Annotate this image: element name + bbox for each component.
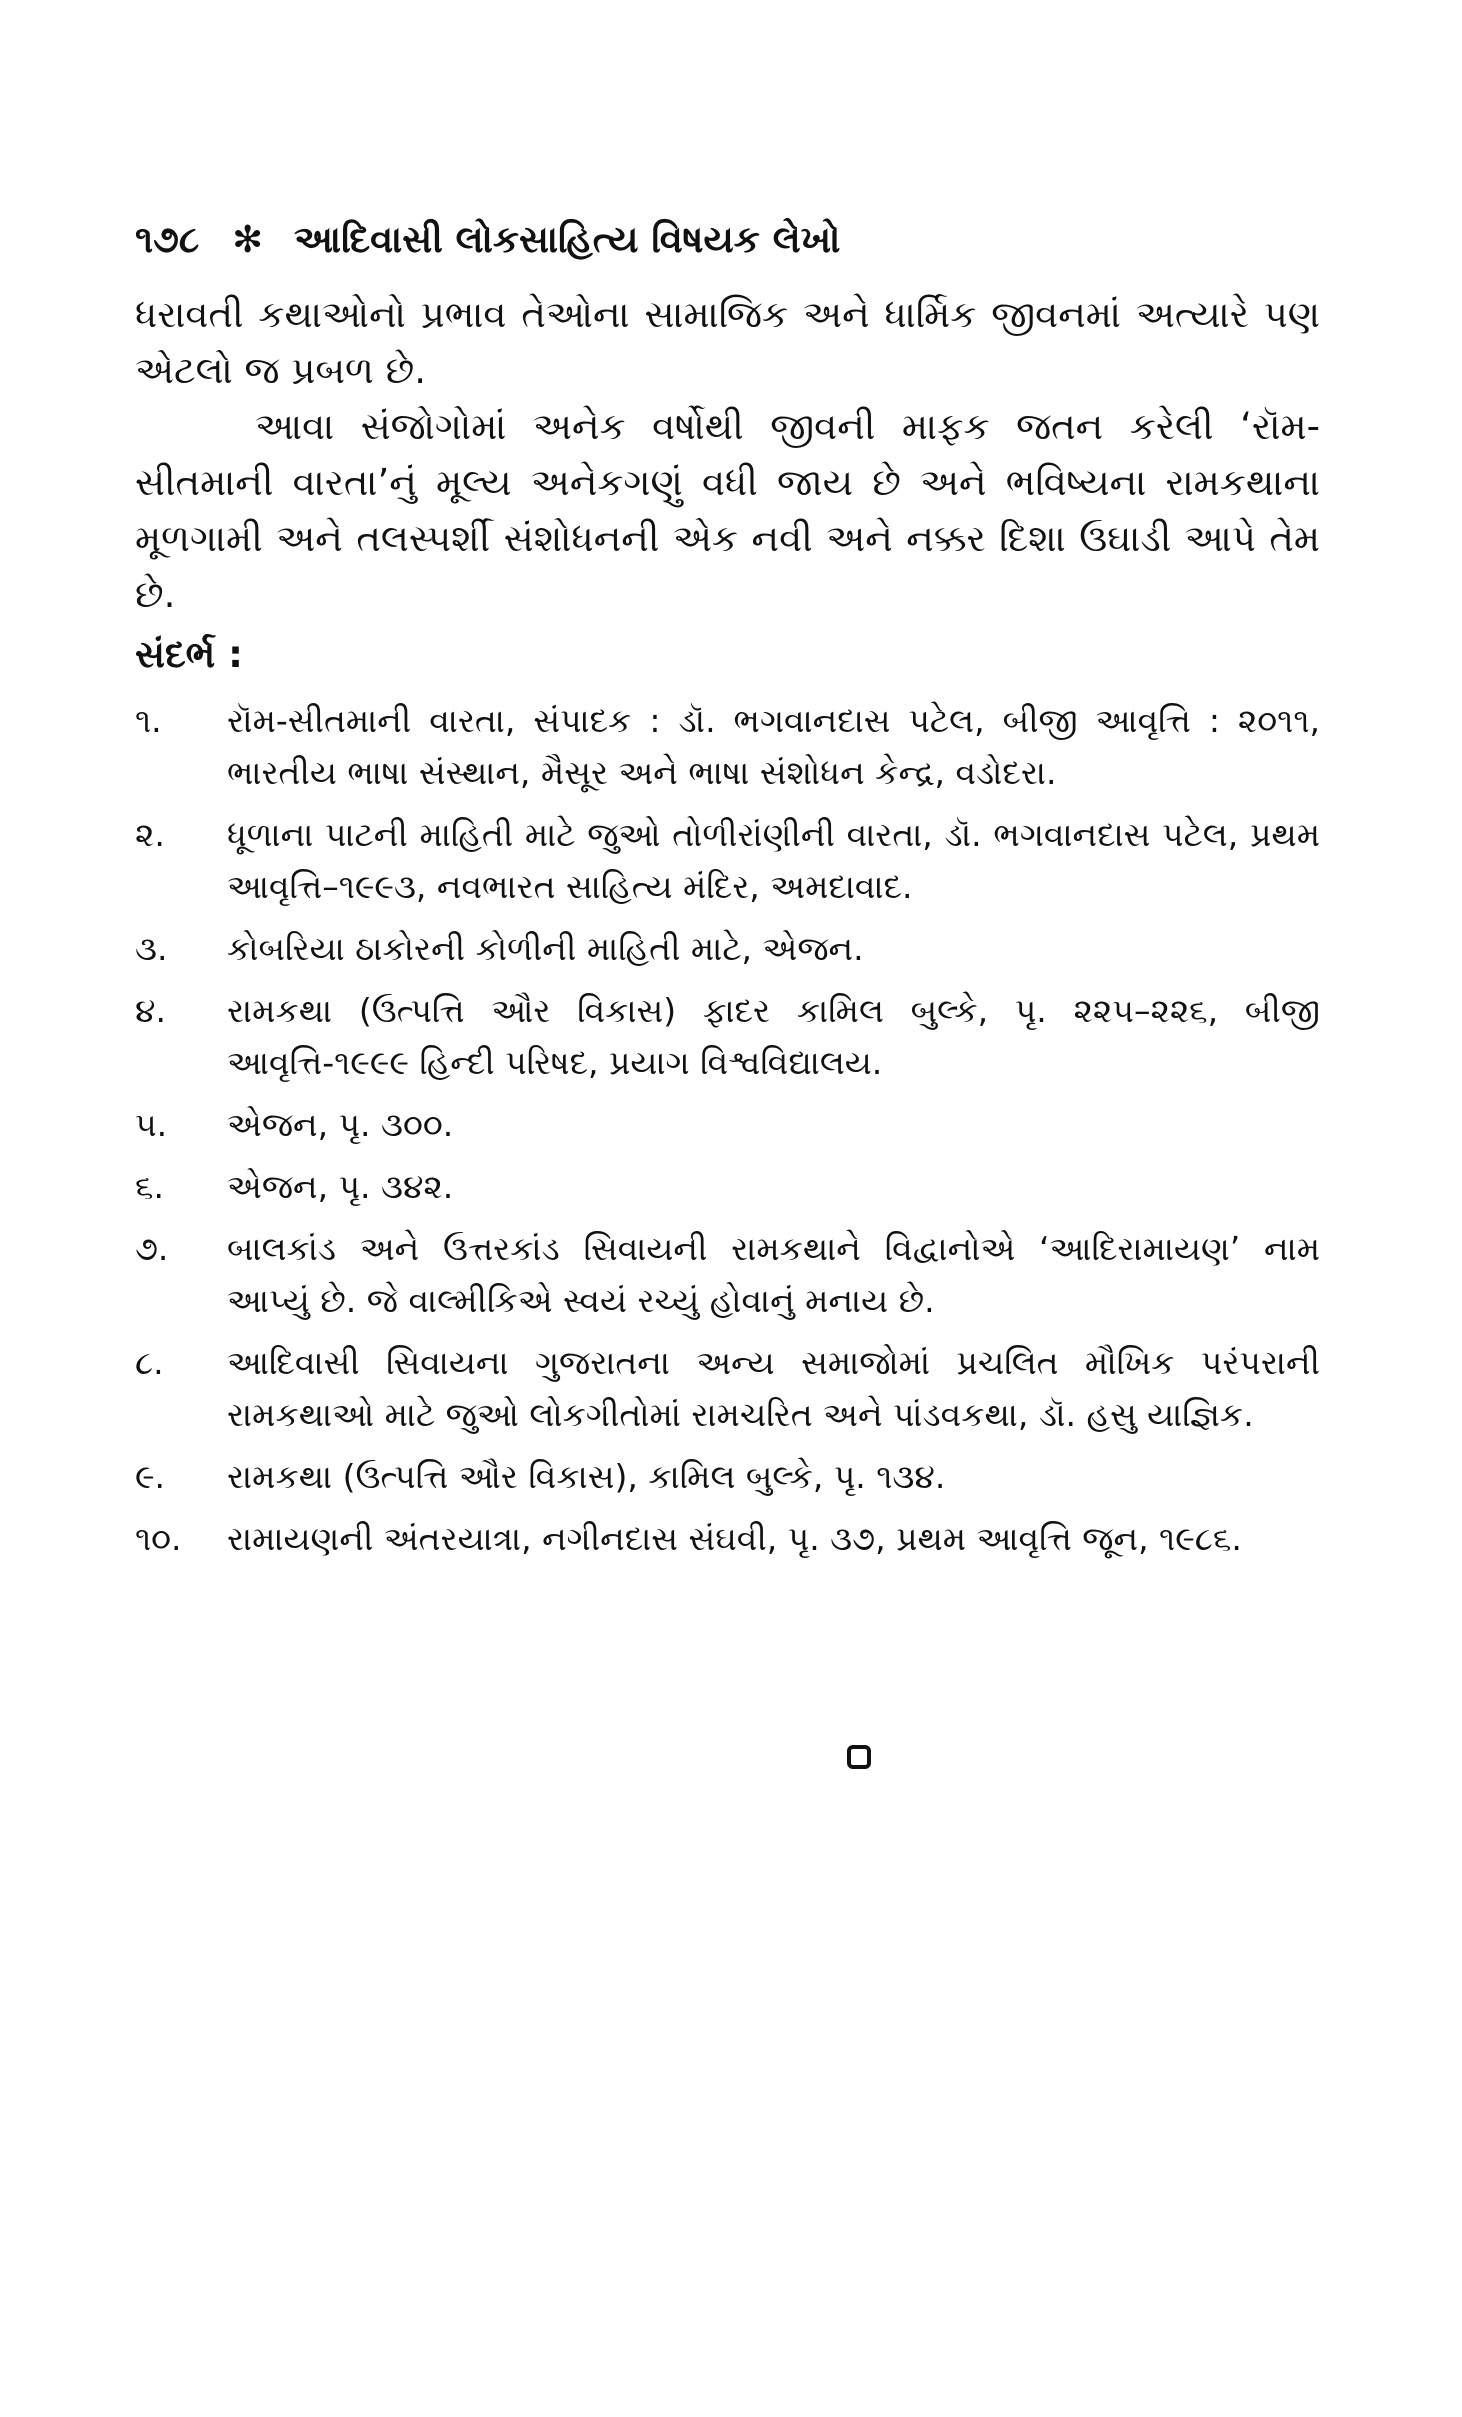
document-page xyxy=(135,215,1320,1575)
reference-number: ૮. xyxy=(135,1343,164,1382)
reference-number: ૪. xyxy=(135,991,166,1030)
reference-text: એજન, પૃ. ૩૦૦. xyxy=(227,1105,454,1144)
reference-number: ૧. xyxy=(135,701,162,740)
reference-number: ૨. xyxy=(135,815,165,854)
reference-item xyxy=(135,695,1320,799)
book-title: આદિવાસી લોકસાહિત્ય વિષયક લેખો xyxy=(294,218,841,261)
reference-text: રૉમ-સીતમાની વારતા, સંપાદક : ડૉ. ભગવાનદાસ પટેલ, બીજી આવૃત્તિ : ૨૦૧૧, ભારતીય ભાષા સંસ્થાન, મૈસૂર અને ભાષા સંશોધન કેન્દ્ર, વડોદરા. xyxy=(227,701,1320,792)
reference-number: ૭. xyxy=(135,1229,169,1268)
end-square-icon xyxy=(847,1745,871,1769)
reference-item xyxy=(135,1451,1320,1503)
asterisk-ornament-icon: ✻ xyxy=(232,218,264,261)
reference-item xyxy=(135,809,1320,913)
running-header xyxy=(135,215,1320,265)
reference-number: ૬. xyxy=(135,1167,164,1206)
body-paragraph-continued: ધરાવતી કથાઓનો પ્રભાવ તેઓના સામાજિક અને ધાર્મિક જીવનમાં અત્યારે પણ એટલો જ પ્રબળ છે. xyxy=(135,293,1320,392)
reference-item xyxy=(135,1337,1320,1441)
reference-number: ૫. xyxy=(135,1105,168,1144)
reference-text: આદિવાસી સિવાયના ગુજરાતના અન્ય સમાજોમાં પ્રચલિત મૌખિક પરંપરાની રામકથાઓ માટે જુઓ લોકગીતોમાં રામચરિત અને પાંડવકથા, ડૉ. હસુ યાજ્ઞિક. xyxy=(227,1343,1320,1434)
reference-number: ૯. xyxy=(135,1457,166,1496)
reference-item xyxy=(135,923,1320,975)
reference-number: ૩. xyxy=(135,929,168,968)
page-number: ૧૭૮ xyxy=(135,218,200,261)
reference-text: ધૂળાના પાટની માહિતી માટે જુઓ તોળીરાંણીની વારતા, ડૉ. ભગવાનદાસ પટેલ, પ્રથમ આવૃત્તિ–૧૯૯૩, નવભારત સાહિત્ય મંદિર, અમદાવાદ. xyxy=(227,815,1320,906)
references-heading: સંદર્ભ : xyxy=(135,633,243,676)
reference-item xyxy=(135,1099,1320,1151)
references-list xyxy=(135,695,1320,1565)
reference-text: રામકથા (ઉત્પત્તિ ઔર વિકાસ), કામિલ બુલ્કે, પૃ. ૧૩૪. xyxy=(227,1457,946,1496)
reference-item xyxy=(135,1161,1320,1213)
reference-item xyxy=(135,1223,1320,1327)
reference-text: કોબરિયા ઠાકોરની કોળીની માહિતી માટે, એજન. xyxy=(227,929,864,968)
reference-text: રામાયણની અંતરયાત્રા, નગીનદાસ સંઘવી, પૃ. ૩૭, પ્રથમ આવૃત્તિ જૂન, ૧૯૮૬. xyxy=(227,1519,1242,1558)
reference-text: બાલકાંડ અને ઉત્તરકાંડ સિવાયની રામકથાને વિદ્વાનોએ ‘આદિરામાયણ’ નામ આપ્યું છે. જે વાલ્મીકિએ સ્વયં રચ્યું હોવાનું મનાય છે. xyxy=(227,1229,1320,1320)
reference-text: રામકથા (ઉત્પત્તિ ઔર વિકાસ) ફાદર કામિલ બુલ્કે, પૃ. ૨૨૫–૨૨૬, બીજી આવૃત્તિ-૧૯૯૯ હિન્દી પરિષદ, પ્રયાગ વિશ્વવિદ્યાલય. xyxy=(227,991,1320,1082)
reference-item xyxy=(135,1513,1320,1565)
reference-item xyxy=(135,985,1320,1089)
body-paragraph: આવા સંજોગોમાં અનેક વર્ષોથી જીવની માફક જતન કરેલી ‘રૉમ-સીતમાની વારતા’નું મૂલ્ય અનેકગણું વધી જાય છે અને ભવિષ્યના રામકથાના મૂળગામી અને તલસ્પર્શી સંશોધનની એક નવી અને નક્કર દિશા ઉઘાડી આપે તેમ છે. xyxy=(135,405,1320,616)
reference-text: એજન, પૃ. ૩૪૨. xyxy=(227,1167,454,1206)
reference-number: ૧૦. xyxy=(135,1519,182,1558)
